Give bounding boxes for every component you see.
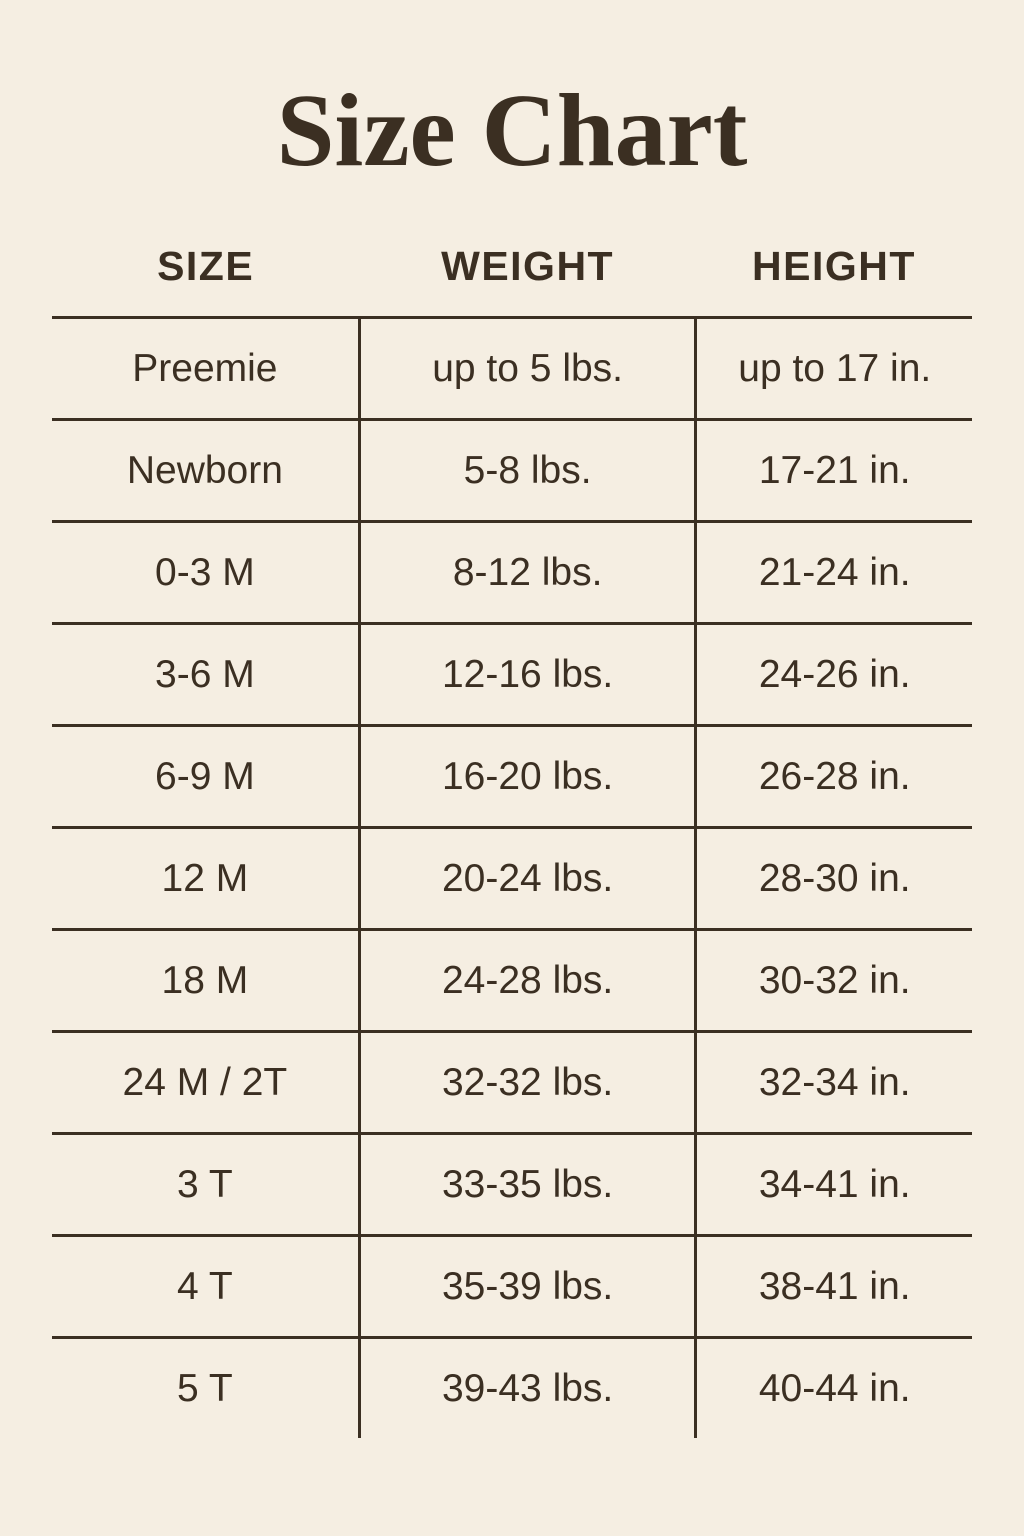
cell-size: 3 T — [52, 1134, 359, 1236]
cell-size: 12 M — [52, 828, 359, 930]
cell-size: 4 T — [52, 1236, 359, 1338]
table-row — [52, 828, 972, 930]
cell-size: 5 T — [52, 1338, 359, 1439]
cell-weight: 24-28 lbs. — [359, 930, 696, 1032]
table-row — [52, 726, 972, 828]
cell-height: 24-26 in. — [696, 624, 972, 726]
cell-weight: 33-35 lbs. — [359, 1134, 696, 1236]
cell-size: 18 M — [52, 930, 359, 1032]
table-row — [52, 1236, 972, 1338]
cell-size: 0-3 M — [52, 522, 359, 624]
table-row — [52, 1032, 972, 1134]
table-row — [52, 624, 972, 726]
cell-size: Newborn — [52, 420, 359, 522]
table-row — [52, 1134, 972, 1236]
cell-height: 26-28 in. — [696, 726, 972, 828]
cell-weight: 16-20 lbs. — [359, 726, 696, 828]
column-header-size: SIZE — [52, 237, 359, 318]
cell-height: 34-41 in. — [696, 1134, 972, 1236]
cell-height: 38-41 in. — [696, 1236, 972, 1338]
cell-weight: 39-43 lbs. — [359, 1338, 696, 1439]
cell-weight: 32-32 lbs. — [359, 1032, 696, 1134]
cell-weight: 12-16 lbs. — [359, 624, 696, 726]
cell-height: 30-32 in. — [696, 930, 972, 1032]
cell-height: 17-21 in. — [696, 420, 972, 522]
cell-weight: up to 5 lbs. — [359, 318, 696, 420]
cell-weight: 5-8 lbs. — [359, 420, 696, 522]
table-row — [52, 930, 972, 1032]
column-header-height: HEIGHT — [696, 237, 972, 318]
table-row — [52, 318, 972, 420]
header-row — [52, 237, 972, 318]
cell-height: 40-44 in. — [758, 1366, 911, 1410]
cell-height: 32-34 in. — [696, 1032, 972, 1134]
table-row — [52, 522, 972, 624]
table-row — [52, 1338, 972, 1439]
table-row — [52, 420, 972, 522]
cell-weight: 20-24 lbs. — [359, 828, 696, 930]
cell-size: Preemie — [52, 318, 359, 420]
cell-height: up to 17 in. — [696, 318, 972, 420]
cell-height: 28-30 in. — [696, 828, 972, 930]
cell-weight: 35-39 lbs. — [359, 1236, 696, 1338]
cell-height: 21-24 in. — [696, 522, 972, 624]
table-header — [52, 237, 972, 318]
page-title: Size Chart — [276, 73, 748, 188]
size-chart-table — [52, 237, 972, 1438]
cell-size: 3-6 M — [52, 624, 359, 726]
table-body — [52, 318, 972, 1439]
column-header-weight: WEIGHT — [359, 237, 696, 318]
cell-weight: 8-12 lbs. — [359, 522, 696, 624]
cell-size: 24 M / 2T — [52, 1032, 359, 1134]
cell-size: 6-9 M — [52, 726, 359, 828]
